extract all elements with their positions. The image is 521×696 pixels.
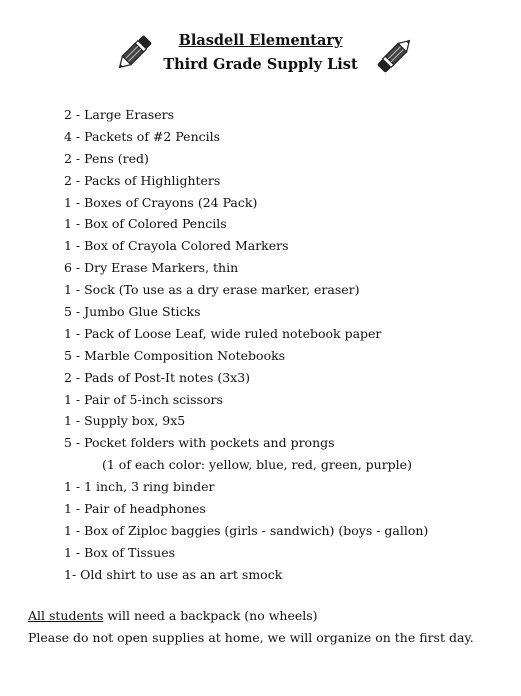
list-item: 2 - Pads of Post-It notes (3x3) [64,369,251,385]
list-item: 2 - Packs of Highlighters [64,172,221,188]
supply-list [64,104,428,586]
list-item: 4 - Packets of #2 Pencils [64,128,221,144]
list-item: 1 - Sock (To use as a dry erase marker, eraser) [64,282,360,298]
list-item: 1 - Box of Ziploc baggies (girls - sandwich) (boys - gallon) [64,522,429,538]
all-students-text: All students [28,608,104,623]
list-item: 2 - Large Erasers [64,107,174,122]
school-name: Blasdell Elementary [178,32,343,49]
list-item: 1 - Pack of Loose Leaf, wide ruled notebook paper [64,325,382,341]
supplies-note: Please do not open supplies at home, we will organize on the first day. [28,630,474,645]
list-item: 6 - Dry Erase Markers, thin [64,260,239,276]
backpack-note [28,605,474,627]
list-item: 1 - Box of Tissues [64,544,176,560]
list-item: 1 - Box of Colored Pencils [64,216,227,232]
list-item: 2 - Pens (red) [64,150,149,166]
list-item: 1 - Pair of headphones [64,501,206,517]
list-item: 5 - Marble Composition Notebooks [64,347,286,363]
footer-notes [28,605,474,649]
list-item: 1 - 1 inch, 3 ring binder [64,479,215,495]
list-item: 1 - Boxes of Crayons (24 Pack) [64,194,258,210]
backpack-text: will need a backpack (no wheels) [103,608,318,623]
page-title: Third Grade Supply List [163,56,358,73]
list-item: 5 - Jumbo Glue Sticks [64,304,201,320]
list-item: 1 - Box of Crayola Colored Markers [64,238,289,254]
list-item: 1 - Pair of 5-inch scissors [64,391,223,407]
list-item-note: (1 of each color: yellow, blue, red, green, purple) [102,457,412,473]
list-item: 1 - Supply box, 9x5 [64,413,186,429]
list-item: 5 - Pocket folders with pockets and prongs [64,435,335,451]
list-item: 1- Old shirt to use as an art smock [64,566,283,582]
